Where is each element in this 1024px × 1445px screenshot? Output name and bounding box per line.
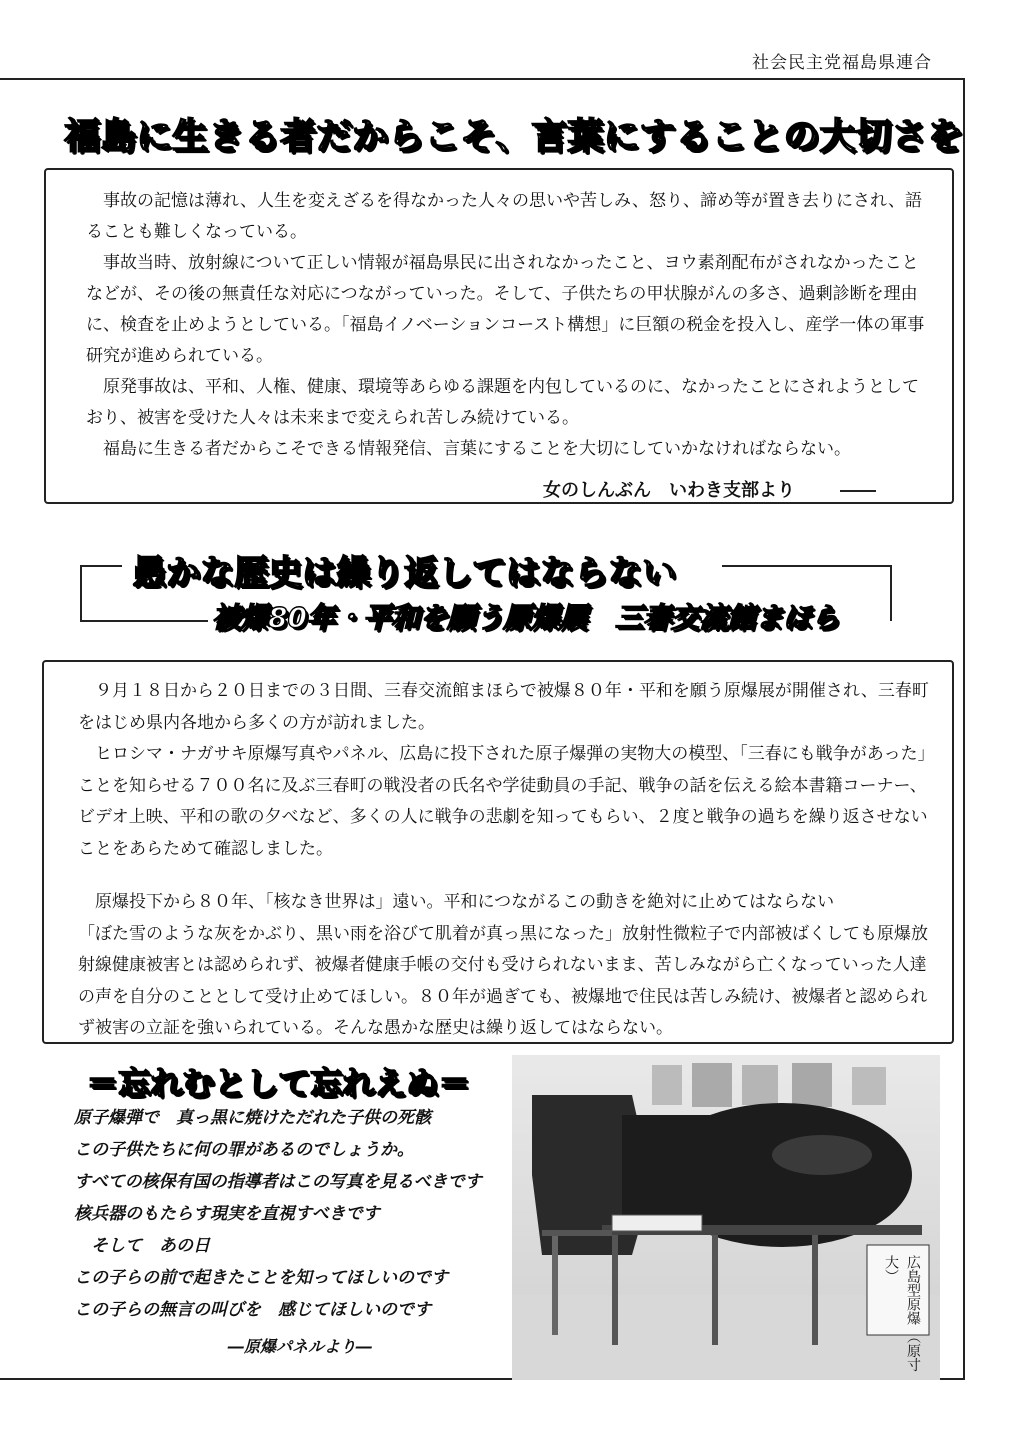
sign-line: （原寸大）: [883, 1255, 921, 1372]
bomb-highlight: [772, 1135, 872, 1175]
section1-paragraph: 福島に生きる者だからこそできる情報発信、言葉にすることを大切にしていかなければならない。: [103, 439, 851, 459]
section1-paragraph: 事故当時、放射線について正しい情報が福島県民に出されなかったこと、ヨウ素剤配布がされなかったことなどが、その後の無責任な対応につながっていった。そして、子供たちの甲状腺がんの多さ、過剰診断を理由に、検査を止めようとしている。「福島イノベーションコースト構想」に巨額の税金を投入し、産学一体の軍事研究が進められている。: [86, 253, 925, 366]
poem-line: この子らの無言の叫びを 感じてほしいのです: [74, 1300, 431, 1320]
poem-line: すべての核保有国の指導者はこの写真を見るべきです: [74, 1172, 482, 1192]
section1-paragraph: 原発事故は、平和、人権、健康、環境等あらゆる課題を内包しているのに、なかったことにされようとしており、被害を受けた人々は未来まで変えられ苦しみ続けている。: [86, 377, 919, 428]
wall-poster: [852, 1067, 886, 1105]
section1-title: 福島に生きる者だからこそ、言葉にすることの大切さを: [64, 116, 964, 157]
section1-paragraph: 事故の記憶は薄れ、人生を変えざるを得なかった人々の思いや苦しみ、怒り、諦め等が置き去りにされ、語ることも難しくなっている。: [86, 191, 923, 242]
organization-name: 社会民主党福島県連合: [752, 53, 932, 73]
right-rule: [963, 78, 965, 1378]
section1-signature: 女のしんぶん いわき支部より: [533, 476, 805, 502]
section3-title: ＝忘れむとして忘れえぬ＝: [86, 1064, 471, 1102]
subtitle-rule: [80, 620, 208, 622]
section2-paragraph: 原爆投下から８０年、「核なき世界は」遠い。平和につながるこの動きを絶対に止めてはならない: [95, 892, 835, 912]
section2-title: 愚かな歴史は繰り返してはならない: [132, 553, 676, 593]
poem-line: そして あの日: [74, 1236, 210, 1256]
info-sheet: [612, 1215, 702, 1231]
poem-line: 原子爆弾で 真っ黒に焼けただれた子供の死骸: [74, 1108, 431, 1128]
wall-poster: [742, 1065, 778, 1105]
poem-line: この子らの前で起きたことを知ってほしいのです: [74, 1268, 448, 1288]
section2-paragraph: ヒロシマ・ナガサキ原爆写真やパネル、広島に投下された原子爆弾の実物大の模型、「三春にも戦争があった」ことを知らせる７００名に及ぶ三春町の戦没者の氏名や学徒動員の手記、戦争の話を伝える絵本書籍コーナー、ビデオ上映、平和の歌の夕べなど、多くの人に戦争の悲劇を知ってもらい、２度と戦争の過ちを繰り返させないことをあらためて確認しました。: [78, 744, 935, 859]
title-rule-right: [722, 565, 892, 567]
section2-box: [42, 660, 954, 1044]
poem-credit: ―原爆パネルより―: [228, 1337, 373, 1356]
wall-poster: [792, 1063, 832, 1107]
table-leg: [812, 1235, 818, 1345]
title-rule-left: [80, 565, 122, 567]
section2-paragraph: 「ぼた雪のような灰をかぶり、黒い雨を浴びて肌着が真っ黒になった」放射性微粒子で内部被ばくしても原爆放射線健康被害とは認められず、被爆者健康手帳の交付も受けられないまま、苦しみながら亡くなっていった人達の声を自分のこととして受け止めてほしい。８０年が過ぎても、被爆地で住民は苦しみ続け、被爆者と認められず被害の立証を強いられている。そんな愚かな歴史は繰り返してはならない。: [78, 923, 928, 1038]
title-bracket-left: [80, 565, 82, 621]
wall-poster: [692, 1063, 732, 1107]
sign-text: [874, 1255, 924, 1380]
table-leg: [612, 1235, 618, 1345]
side-table: [542, 1230, 612, 1236]
table-leg: [712, 1235, 718, 1345]
signature-rule: [840, 490, 876, 492]
poem-line: この子供たちに何の罪があるのでしょうか。: [74, 1140, 414, 1160]
section1-box: [44, 168, 954, 504]
title-bracket-right: [890, 565, 892, 621]
atomic-bomb-model-photo: [512, 1055, 940, 1380]
sign-line: 広島型原爆: [905, 1255, 921, 1325]
top-rule: [0, 78, 965, 80]
poem: [74, 1102, 514, 1326]
paragraph-gap: [78, 865, 938, 887]
section2-subtitle: 被爆80年・平和を願う原爆展 三春交流館まほら: [212, 601, 839, 634]
wall-poster: [652, 1065, 682, 1105]
section2-paragraph: ９月１８日から２０日までの３日間、三春交流館まほらで被爆８０年・平和を願う原爆展が開催され、三春町をはじめ県内各地から多くの方が訪れました。: [78, 681, 929, 733]
poem-line: 核兵器のもたらす現実を直視すべきです: [74, 1204, 380, 1224]
table-leg: [552, 1235, 558, 1335]
